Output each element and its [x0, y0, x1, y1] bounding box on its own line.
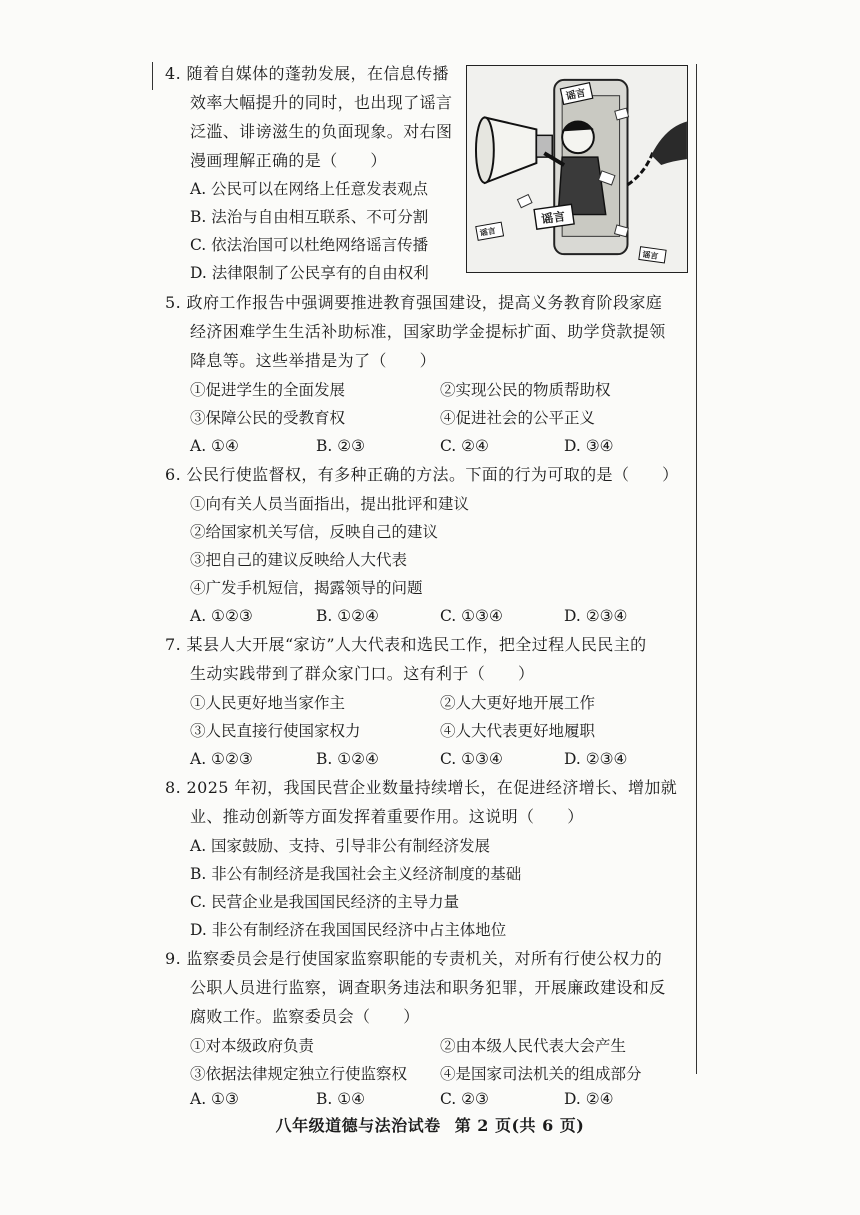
q6-item-1: ①向有关人员当面指出，提出批评和建议	[190, 495, 470, 513]
q4-option-d: D. 法律限制了公民享有的自由权利	[190, 264, 429, 282]
q7-choice-b: B. ①②④	[316, 750, 379, 768]
q7-stem-line-1: 7. 某县人大开展“家访”人大代表和选民工作，把全过程人民民主的	[165, 635, 647, 654]
q7-choice-c: C. ①③④	[440, 750, 503, 768]
cartoon-label-3: 谣言	[479, 226, 497, 238]
left-margin-line	[152, 62, 153, 90]
q8-stem-line-2: 业、推动创新等方面发挥着重要作用。这说明（ ）	[190, 807, 584, 826]
q6-choice-d: D. ②③④	[564, 607, 628, 625]
q5-choice-b: B. ②③	[316, 437, 366, 455]
q6-item-3: ③把自己的建议反映给人大代表	[190, 551, 408, 569]
cartoon-label-1: 谣言	[565, 87, 587, 103]
q7-item-1: ①人民更好地当家作主	[190, 694, 346, 712]
q9-stem-line-1: 9. 监察委员会是行使国家监察职能的专责机关，对所有行使公权力的	[165, 949, 663, 968]
q7-item-3: ③人民直接行使国家权力	[190, 722, 361, 740]
q5-stem-line-3: 降息等。这些举措是为了（ ）	[190, 351, 437, 370]
q6-item-2: ②给国家机关写信，反映自己的建议	[190, 523, 439, 541]
right-margin-line	[696, 64, 697, 1074]
q4-stem-line-4: 漫画理解正确的是（ ）	[190, 151, 387, 170]
q5-item-2: ②实现公民的物质帮助权	[440, 381, 611, 399]
q6-choice-a: A. ①②③	[190, 607, 253, 625]
q6-item-4: ④广发手机短信，揭露领导的问题	[190, 579, 423, 597]
q9-item-4: ④是国家司法机关的组成部分	[440, 1065, 642, 1083]
q4-stem-line-1: 4. 随着自媒体的蓬勃发展，在信息传播	[165, 64, 449, 83]
q8-option-a: A. 国家鼓励、支持、引导非公有制经济发展	[190, 837, 491, 855]
q8-option-b: B. 非公有制经济是我国社会主义经济制度的基础	[190, 865, 522, 883]
cartoon-label-4: 谣言	[641, 249, 659, 262]
q9-choice-d: D. ②④	[564, 1090, 614, 1108]
q7-choice-a: A. ①②③	[190, 750, 253, 768]
q9-stem-line-2: 公职人员进行监察，调查职务违法和职务犯罪，开展廉政建设和反	[190, 978, 666, 997]
exam-title: 八年级道德与法治试卷	[275, 1116, 441, 1135]
q9-choice-a: A. ①③	[190, 1090, 239, 1108]
q9-item-2: ②由本级人民代表大会产生	[440, 1037, 627, 1055]
page-number: 第 2 页(共 6 页)	[454, 1116, 585, 1135]
q5-choice-a: A. ①④	[190, 437, 239, 455]
q9-choice-b: B. ①④	[316, 1090, 366, 1108]
q8-option-c: C. 民营企业是我国国民经济的主导力量	[190, 893, 460, 911]
q9-item-3: ③依据法律规定独立行使监察权	[190, 1065, 408, 1083]
q8-stem-line-1: 8. 2025 年初，我国民营企业数量持续增长，在促进经济增长、增加就	[165, 778, 678, 797]
q7-item-2: ②人大更好地开展工作	[440, 694, 596, 712]
q7-stem-line-2: 生动实践带到了群众家门口。这有利于（ ）	[190, 664, 535, 683]
q4-option-b: B. 法治与自由相互联系、不可分割	[190, 208, 429, 226]
q7-item-4: ④人大代表更好地履职	[440, 722, 596, 740]
cartoon-label-2: 谣言	[540, 209, 566, 227]
q5-stem-line-2: 经济困难学生生活补助标准，国家助学金提标扩面、助学贷款提领	[190, 322, 666, 341]
q4-stem-line-3: 泛滥、诽谤滋生的负面现象。对右图	[190, 122, 453, 141]
q5-choice-c: C. ②④	[440, 437, 489, 455]
q6-stem-line-1: 6. 公民行使监督权，有多种正确的方法。下面的行为可取的是（ ）	[165, 465, 679, 484]
q9-item-1: ①对本级政府负责	[190, 1037, 315, 1055]
q4-option-a: A. 公民可以在网络上任意发表观点	[190, 180, 429, 198]
q5-stem-line-1: 5. 政府工作报告中强调要推进教育强国建设，提高义务教育阶段家庭	[165, 293, 663, 312]
q5-item-1: ①促进学生的全面发展	[190, 381, 346, 399]
cartoon-drawing	[467, 66, 687, 272]
q5-item-3: ③保障公民的受教育权	[190, 409, 346, 427]
rumor-cartoon-illustration	[466, 65, 688, 273]
q5-item-4: ④促进社会的公平正义	[440, 409, 596, 427]
q6-choice-c: C. ①③④	[440, 607, 503, 625]
q9-choice-c: C. ②③	[440, 1090, 489, 1108]
q4-stem-line-2: 效率大幅提升的同时，也出现了谣言	[190, 93, 453, 112]
page-footer	[0, 1113, 860, 1136]
q4-option-c: C. 依法治国可以杜绝网络谣言传播	[190, 236, 429, 254]
q8-option-d: D. 非公有制经济在我国国民经济中占主体地位	[190, 921, 507, 939]
q9-stem-line-3: 腐败工作。监察委员会（ ）	[190, 1007, 420, 1026]
q7-choice-d: D. ②③④	[564, 750, 628, 768]
q6-choice-b: B. ①②④	[316, 607, 379, 625]
q5-choice-d: D. ③④	[564, 437, 614, 455]
